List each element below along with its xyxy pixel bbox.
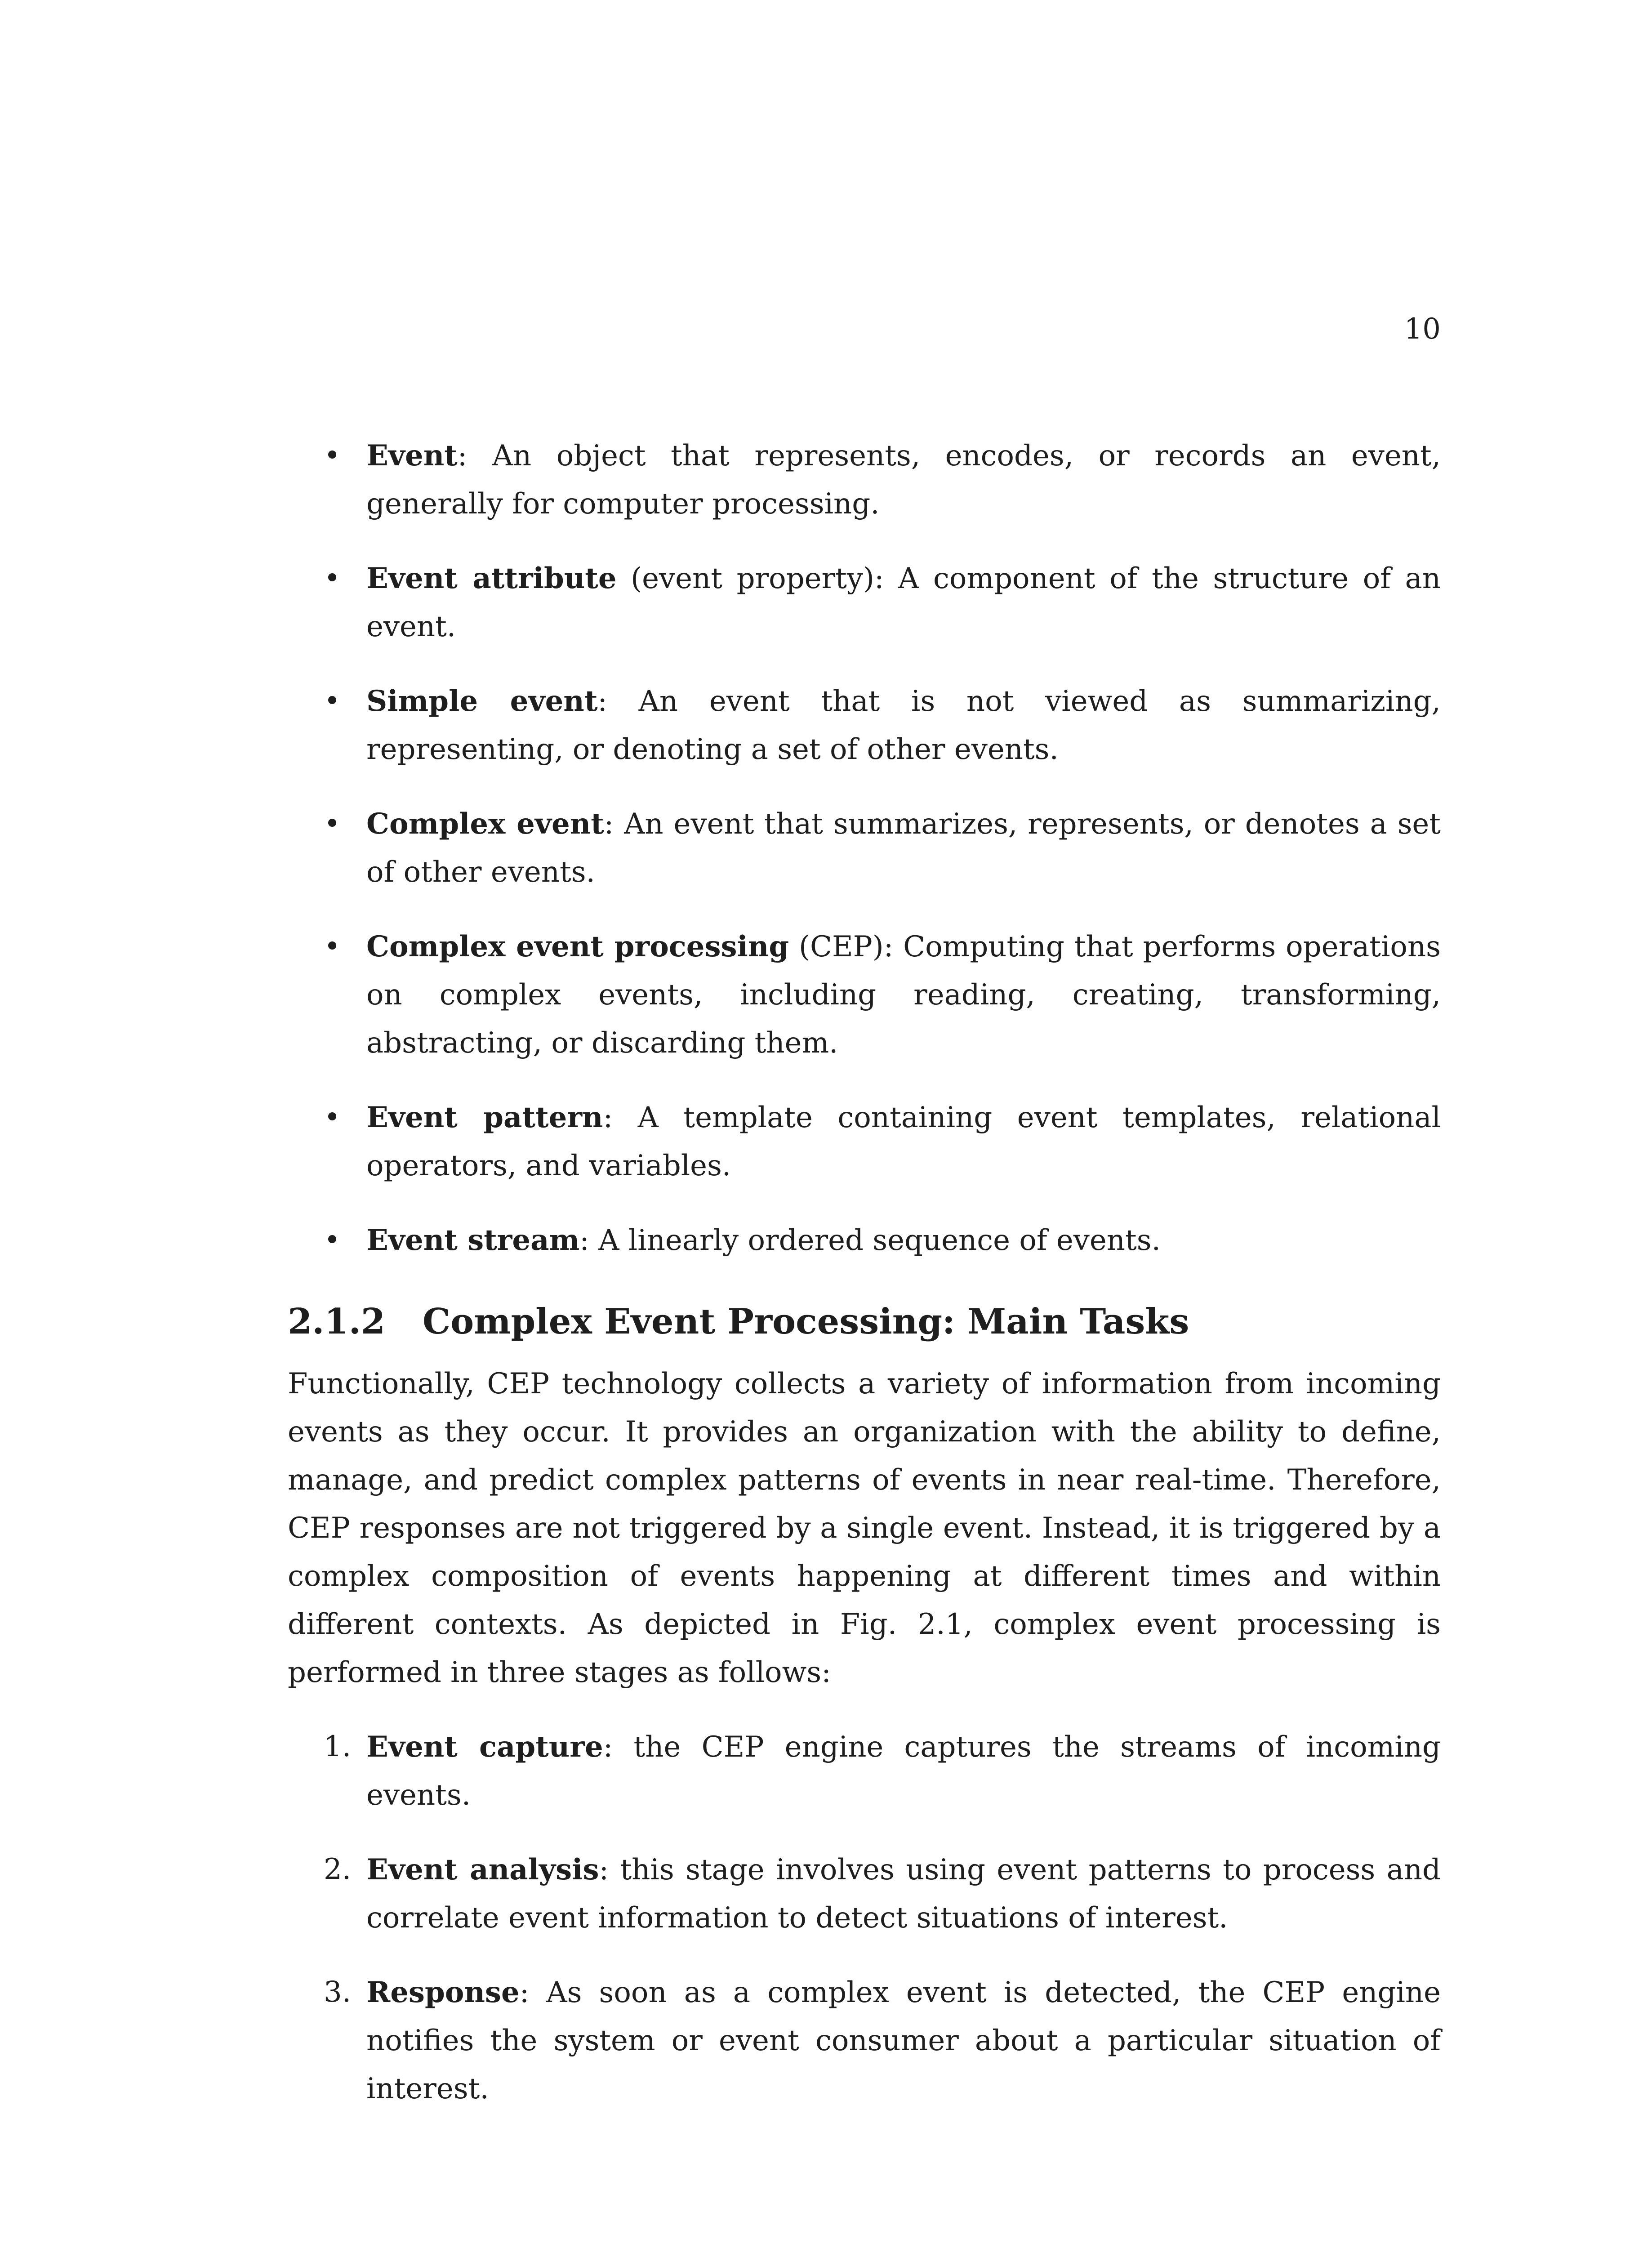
definition-text: : An event that is not viewed as summarizing, representing, or denoting a set of other events. — [366, 685, 1441, 766]
bullet-marker — [328, 923, 360, 971]
bullet-marker — [328, 1093, 360, 1142]
section-number: 2.1.2 — [288, 1301, 386, 1342]
definition-item-event-attribute — [288, 554, 1441, 651]
definition-term: Event stream — [366, 1223, 580, 1257]
stage-text: : this stage involves using event patterns to process and correlate event information to detect situations of interest. — [366, 1853, 1441, 1935]
definition-text: : An event that summarizes, represents, or denotes a set of other events. — [366, 807, 1441, 889]
definition-term: Complex event — [366, 807, 604, 841]
bullet-marker — [328, 677, 360, 725]
definition-term: Event — [366, 439, 458, 473]
section-title: Complex Event Processing: Main Tasks — [423, 1301, 1189, 1342]
list-number: 2. — [324, 1853, 352, 1886]
page-content — [288, 432, 1441, 2139]
bullet-marker — [328, 800, 360, 848]
definition-text: (CEP): Computing that performs operations on complex events, including reading, creating, transforming, abstracting, or discarding them. — [366, 930, 1441, 1060]
list-number: 1. — [324, 1730, 352, 1763]
definition-text: (event property): A component of the structure of an event. — [366, 562, 1441, 643]
definition-item-simple-event — [288, 677, 1441, 774]
stage-item-capture — [288, 1723, 1441, 1820]
bullet-marker — [328, 554, 360, 602]
definition-item-complex-event — [288, 800, 1441, 897]
stages-list — [288, 1723, 1441, 2113]
stage-item-analysis — [288, 1846, 1441, 1942]
definition-term: Complex event processing — [366, 930, 789, 963]
stage-item-response — [288, 1968, 1441, 2113]
definition-item-event — [288, 432, 1441, 528]
definition-text: : A linearly ordered sequence of events. — [579, 1224, 1161, 1257]
body-paragraph: Functionally, CEP technology collects a variety of information from incoming events as they occur. It provides an organization with the ability to define, manage, and predict complex patterns of events in near real-time. Therefore, CEP responses are not triggered by a single event. Instead, it is triggered by a complex composition of events happening at different times and within different contexts. As depicted in Fig. 2.1, complex event processing is performed in three stages as follows: — [288, 1367, 1441, 1689]
stage-text: : the CEP engine captures the streams of incoming events. — [366, 1731, 1441, 1812]
definitions-list — [288, 432, 1441, 1265]
definition-text: : An object that represents, encodes, or records an event, generally for computer processing. — [366, 439, 1441, 521]
stage-term: Response — [366, 1976, 520, 2009]
stage-term: Event capture — [366, 1730, 603, 1764]
bullet-marker — [328, 1216, 360, 1264]
definition-item-event-pattern — [288, 1093, 1441, 1190]
definition-term: Simple event — [366, 684, 598, 718]
page-number: 10 — [1404, 312, 1441, 346]
stage-term: Event analysis — [366, 1853, 599, 1887]
definition-term: Event pattern — [366, 1101, 603, 1134]
stage-text: : As soon as a complex event is detected, the CEP engine notifies the system or event consumer about a particular situation of interest. — [366, 1976, 1441, 2105]
definition-item-cep — [288, 923, 1441, 1067]
definition-text: : A template containing event templates, relational operators, and variables. — [366, 1101, 1441, 1182]
bullet-marker — [328, 432, 360, 480]
definition-term: Event attribute — [366, 562, 617, 595]
definition-item-event-stream — [288, 1216, 1441, 1265]
section-heading — [288, 1297, 1441, 1347]
list-number: 3. — [324, 1976, 352, 2009]
